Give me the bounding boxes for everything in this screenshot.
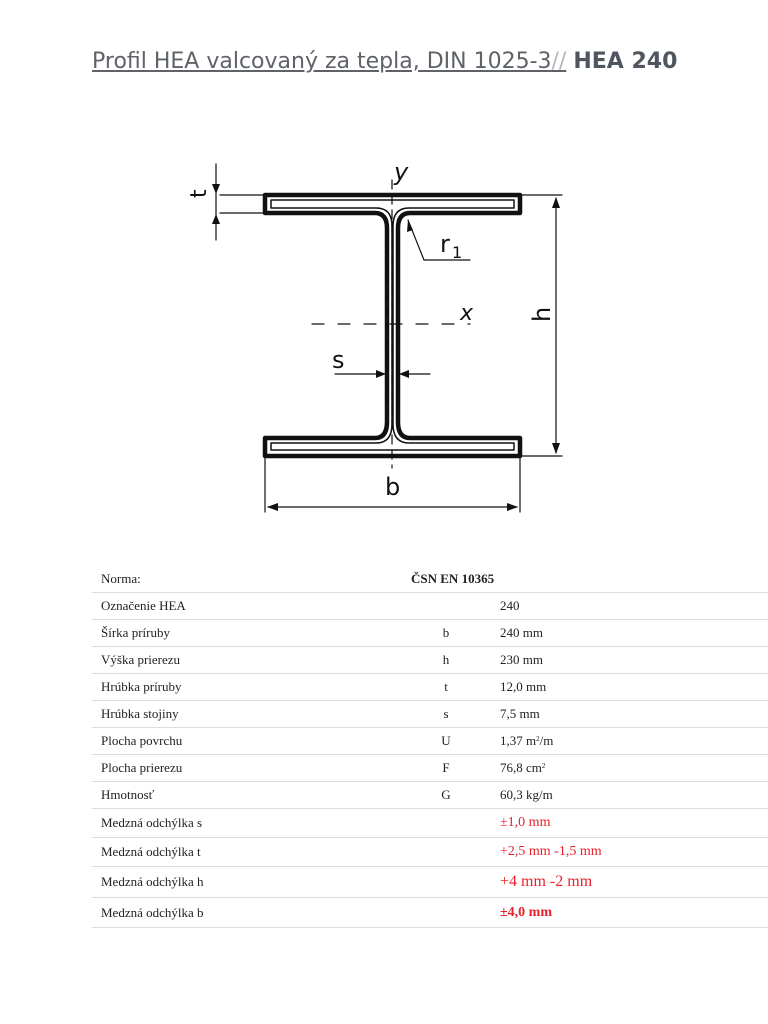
table-row: Označenie HEA 240 xyxy=(92,593,768,620)
label-s: s xyxy=(332,346,345,374)
label-r: r xyxy=(440,230,450,258)
norm-label: Norma: xyxy=(92,566,401,593)
table-row: Výška prierezu h 230 mm xyxy=(92,647,768,674)
table-row: Šírka príruby b 240 mm xyxy=(92,620,768,647)
title-product: HEA 240 xyxy=(573,49,678,74)
label-b: b xyxy=(385,473,401,501)
label-r-sub: 1 xyxy=(452,243,463,262)
label-x: x xyxy=(460,301,474,326)
label-t: t xyxy=(187,189,212,198)
tolerance-row: Medzná odchýlka t +2,5 mm -1,5 mm xyxy=(92,838,768,867)
title-link[interactable]: Profil HEA valcovaný za tepla, DIN 1025-3// xyxy=(92,49,567,74)
specification-table xyxy=(92,566,768,928)
tolerance-row: Medzná odchýlka s ±1,0 mm xyxy=(92,809,768,838)
table-row: Plocha povrchu U 1,37 $m^2/m$ xyxy=(92,728,768,755)
norm-value: ČSN EN 10365 xyxy=(401,566,768,593)
tolerance-row: Medzná odchýlka h +4 mm -2 mm xyxy=(92,867,768,898)
table-row: Plocha prierezu F 76,8 $cm^2$ xyxy=(92,755,768,782)
table-row: Hrúbka príruby t 12,0 mm xyxy=(92,674,768,701)
hea-profile-diagram xyxy=(180,150,580,520)
table-row: Hrúbka stojiny s 7,5 mm xyxy=(92,701,768,728)
title-separator: // xyxy=(551,49,567,74)
label-y: y xyxy=(394,158,409,186)
table-header-row xyxy=(92,566,768,593)
label-h: h xyxy=(528,306,556,322)
tolerance-row: Medzná odchýlka b ±4,0 mm xyxy=(92,898,768,928)
page-title xyxy=(92,48,692,75)
table-row: Hmotnosť G 60,3 kg/m xyxy=(92,782,768,809)
